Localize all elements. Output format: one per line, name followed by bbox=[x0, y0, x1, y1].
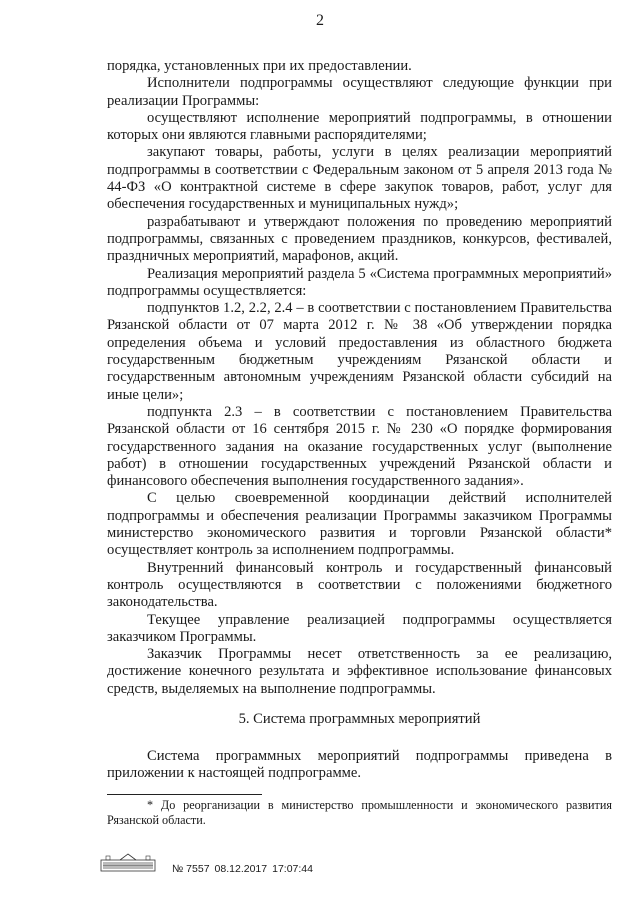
paragraph: подпунктов 1.2, 2.2, 2.4 – в соответствии с постановлением Правительства Рязанской области от 07 марта 2012 г. № 38 «Об утверждении порядка определения объема и условий предоставления из областного бюджета государственным бюджетным учреждениям Рязанской области и государственным автономным учреждениям Рязанской области субсидий на иные цели»; bbox=[107, 300, 612, 403]
section-body bbox=[107, 748, 612, 783]
paragraph: закупают товары, работы, услуги в целях реализации мероприятий подпрограммы в соответствии с Федеральным законом от 5 апреля 2013 года № 44-ФЗ «О контрактной системе в сфере закупок товаров, работ, услуг для обеспечения государственных и муниципальных нужд»; bbox=[107, 144, 612, 213]
body-text bbox=[107, 58, 612, 698]
paragraph: разрабатывают и утверждают положения по проведению мероприятий подпрограммы, связанных с проведением праздников, конкурсов, фестивалей, праздничных мероприятий, марафонов, акций. bbox=[107, 213, 612, 265]
paragraph: подпункта 2.3 – в соответствии с постановлением Правительства Рязанской области от 16 сентября 2015 г. № 230 «О порядке формирования государственного задания на оказание государственных услуг (выполнение работ) в отношении государственных учреждений Рязанской области и финансового обеспечения выполнения государственного задания». bbox=[107, 403, 612, 490]
paragraph: Текущее управление реализацией подпрограммы осуществляется заказчиком Программы. bbox=[107, 611, 612, 645]
page-number: 2 bbox=[316, 12, 324, 29]
registration-stamp bbox=[172, 863, 318, 875]
footnote-text: * До реорганизации в министерство промышленности и экономического развития Рязанской области. bbox=[107, 798, 612, 827]
section-heading: 5. Система программных мероприятий bbox=[238, 711, 481, 727]
footnote bbox=[107, 798, 612, 828]
paragraph: Система программных мероприятий подпрограммы приведена в приложении к настоящей подпрограмме. bbox=[107, 748, 612, 782]
paragraph: Исполнители подпрограммы осуществляют следующие функции при реализации Программы: bbox=[107, 75, 612, 109]
footnote-divider bbox=[107, 794, 262, 795]
paragraph: порядка, установленных при их предоставлении. bbox=[107, 58, 412, 74]
stamp-number: № 7557 bbox=[172, 863, 210, 875]
paragraph: С целью своевременной координации действий исполнителей подпрограммы и обеспечения реализации Программы заказчиком Программы министерство экономического развития и торговли Рязанской области* осуществляет контроль за исполнением подпрограммы. bbox=[107, 490, 612, 559]
registry-stamp-logo-icon bbox=[100, 852, 156, 872]
paragraph: Реализация мероприятий раздела 5 «Система программных мероприятий» подпрограммы осуществляется: bbox=[107, 265, 612, 299]
stamp-date: 08.12.2017 bbox=[214, 863, 268, 875]
paragraph: Заказчик Программы несет ответственность за ее реализацию, достижение конечного результата и эффективное использование финансовых средств, выделяемых на выполнение подпрограммы. bbox=[107, 646, 612, 697]
paragraph: осуществляют исполнение мероприятий подпрограммы, в отношении которых они являются главными распорядителями; bbox=[107, 109, 612, 144]
paragraph: Внутренний финансовый контроль и государственный финансовый контроль осуществляются в соответствии с положениями бюджетного законодательства. bbox=[107, 559, 612, 611]
stamp-time: 17:07:44 bbox=[272, 863, 313, 875]
